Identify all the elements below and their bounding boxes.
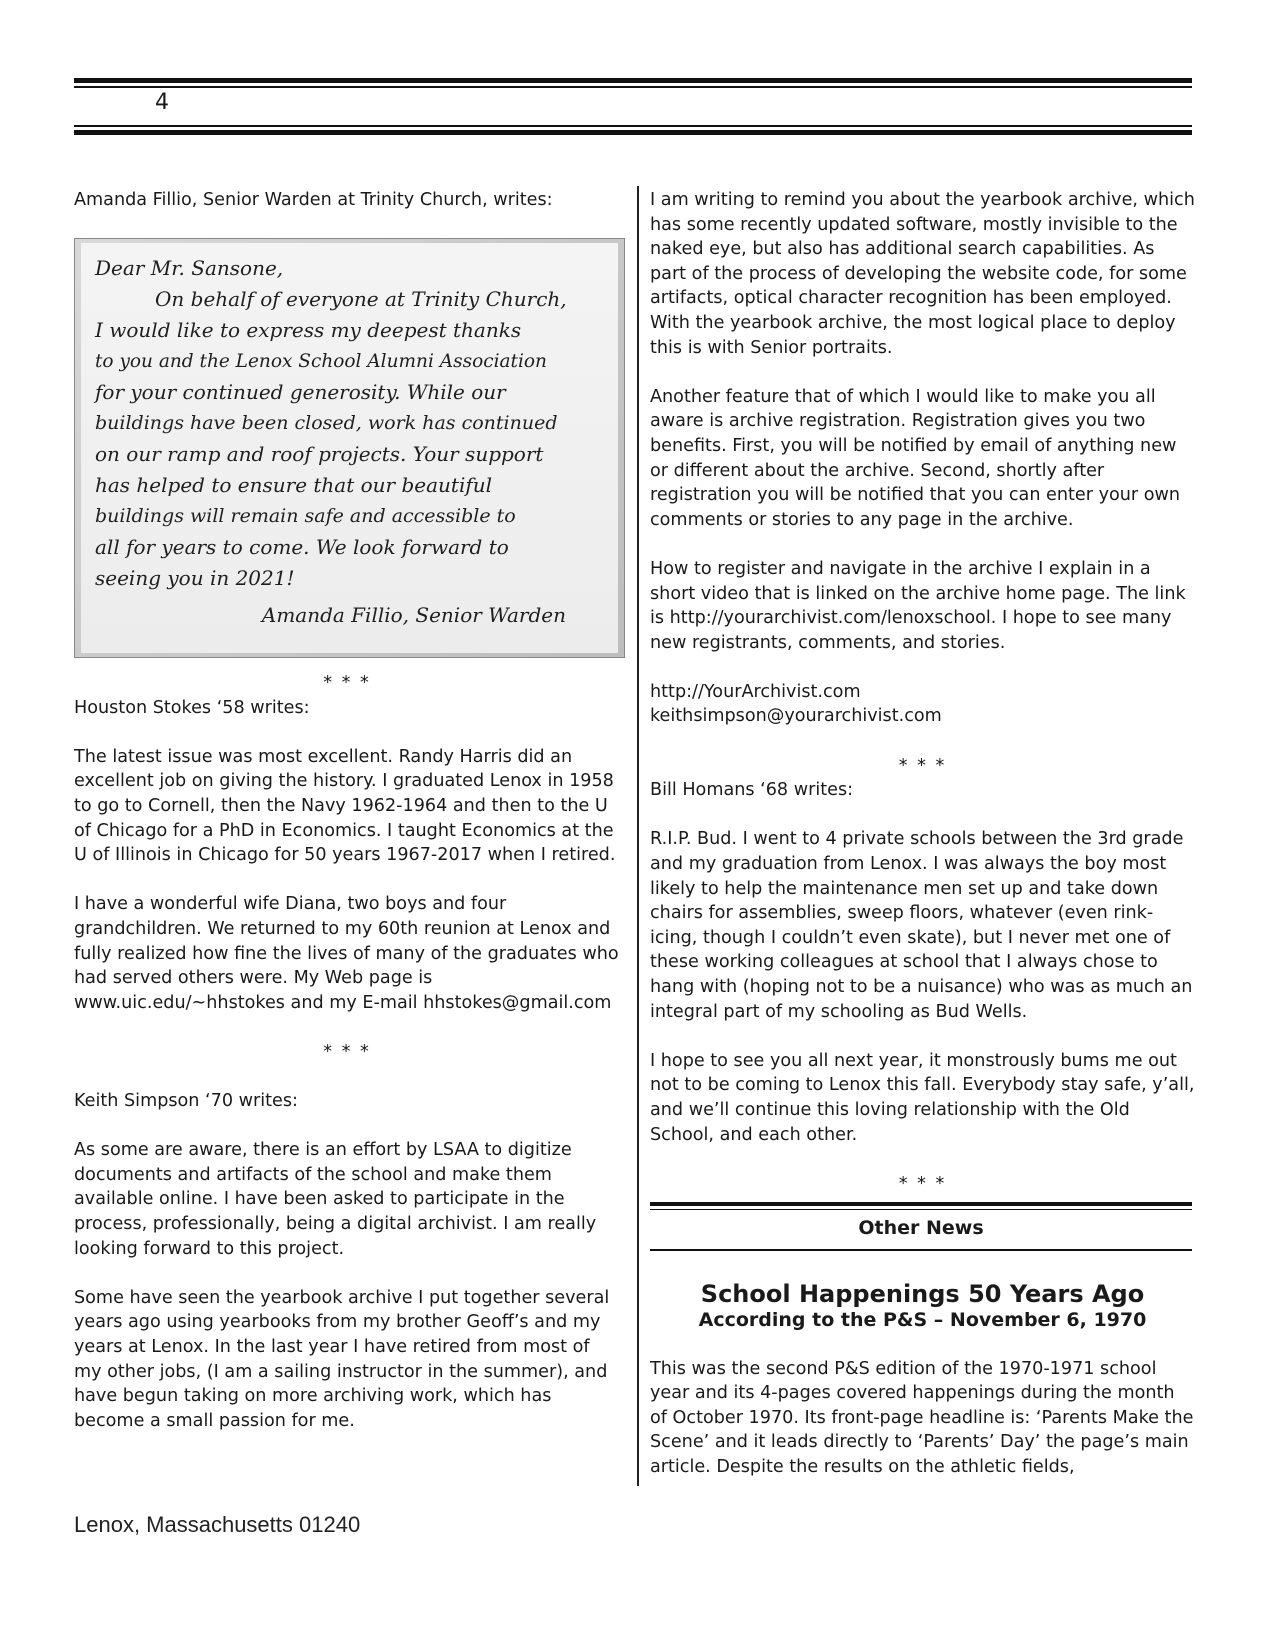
separator-stars: * * * <box>323 1041 371 1062</box>
letter-paper <box>81 243 618 653</box>
happenings-subtitle: According to the P&S – November 6, 1970 <box>698 1309 1147 1331</box>
letter-line: for your continued generosity. While our <box>95 380 506 404</box>
footer-location: Lenox, Massachusetts 01240 <box>74 1512 361 1537</box>
stokes-paragraph-1: The latest issue was most excellent. Randy Harris did an excellent job on giving the history. I graduated Lenox in 1958 to go to Cornell, then the Navy 1962-1964 and then to the U of Chicago for a PhD in Economics. I taught Economics at the U of Illinois in Chicago for 50 years 1967-2017 when I retired. <box>74 746 616 866</box>
news-top-rule <box>650 1202 1192 1206</box>
letter-line: On behalf of everyone at Trinity Church, <box>155 287 567 311</box>
simpson-paragraph-4: Another feature that of which I would like to make you all aware is archive registration. Registration gives you two benefits. First, you will be notified by email of anything new or different about the archive. Second, shortly after registration you will be notified that you can enter your own comments or stories to any page in the archive. <box>650 386 1181 530</box>
homans-paragraph-2: I hope to see you all next year, it monstrously bums me out not to be coming to Lenox this fall. Everybody stay safe, y’all, and we’ll continue this loving relationship with the Old School, and each other. <box>650 1050 1195 1145</box>
happenings-section <box>650 1280 1195 1480</box>
left-column-body <box>74 671 620 1433</box>
happenings-title: School Happenings 50 Years Ago <box>700 1280 1145 1308</box>
letter-line: has helped to ensure that our beautiful <box>95 473 493 497</box>
simpson-email-link[interactable]: keithsimpson@yourarchivist.com <box>650 706 942 727</box>
simpson-paragraph-1: As some are aware, there is an effort by LSAA to digitize documents and artifacts of the school and make them available online. I have been asked to participate in the process, professionally, being a digital archivist. I am really looking forward to this project. <box>74 1140 597 1259</box>
separator-stars: * * * <box>898 755 947 776</box>
letter-line: buildings have been closed, work has continued <box>95 412 558 434</box>
header-bottom-rule <box>74 130 1192 135</box>
letter-line: all for years to come. We look forward to <box>95 535 509 559</box>
other-news-section <box>650 1202 1192 1251</box>
separator-stars: * * * <box>898 1173 947 1194</box>
simpson-heading: Keith Simpson ‘70 writes: <box>74 1091 298 1112</box>
page-number: 4 <box>155 90 169 115</box>
letter-intro: Amanda Fillio, Senior Warden at Trinity Church, writes: <box>74 190 553 210</box>
letter-line: to you and the Lenox School Alumni Association <box>95 351 547 372</box>
handwritten-letter <box>74 238 625 658</box>
stokes-heading: Houston Stokes ‘58 writes: <box>74 697 310 718</box>
news-top-rule-thin <box>650 1209 1192 1210</box>
simpson-paragraph-3: I am writing to remind you about the yearbook archive, which has some recently updated software, mostly invisible to the naked eye, but also has additional search capabilities. As part of the process of developing the website code, for some artifacts, optical character recognition has been employed. With the yearbook archive, the most logical place to deploy this is with Senior portraits. <box>650 190 1195 358</box>
letter-line: on our ramp and roof projects. Your support <box>95 442 544 466</box>
other-news-title: Other News <box>858 1217 984 1239</box>
simpson-paragraph-2: Some have seen the yearbook archive I put together several years ago using yearbooks from my brother Geoff’s and my years at Lenox. In the last year I have retired from most of my other jobs, (I am a sailing instructor in the summer), and have begun taking on more archiving work, which has become a small passion for me. <box>74 1287 610 1431</box>
stokes-paragraph-2: I have a wonderful wife Diana, two boys and four grandchildren. We returned to my 60th reunion at Lenox and fully realized how fine the lives of many of the graduates who had served others were. My Web page is www.uic.edu/~hhstokes and my E-mail hhstokes@gmail.com <box>74 894 619 1013</box>
homans-paragraph-1: R.I.P. Bud. I went to 4 private schools between the 3rd grade and my graduation from Lenox. I was always the boy most likely to help the maintenance men set up and take down chairs for assemblies, sweep floors, whatever (even rink-icing, though I couldn’t even skate), but I never met one of these working colleagues at school that I always chose to hang with (hoping not to be a nuisance) who was as much an integral part of my schooling as Bud Wells. <box>650 829 1193 1022</box>
homans-heading: Bill Homans ‘68 writes: <box>650 780 854 801</box>
header-top-rule-thin <box>74 86 1192 88</box>
header-bottom-rule-thin <box>74 125 1192 127</box>
right-column-body <box>650 188 1195 1196</box>
letter-signature: Amanda Fillio, Senior Warden <box>261 603 566 627</box>
letter-line: buildings will remain safe and accessible to <box>95 505 516 527</box>
left-column-top <box>74 188 634 213</box>
simpson-website-link[interactable]: http://YourArchivist.com <box>650 681 861 702</box>
letter-line: I would like to express my deepest thanks <box>95 318 522 342</box>
news-bottom-rule <box>650 1249 1192 1251</box>
simpson-paragraph-5: How to register and navigate in the archive I explain in a short video that is linked on the archive home page. The link is http://yourarchivist.com/lenoxschool. I hope to see many new registrants, comments, and stories. <box>650 558 1186 653</box>
happenings-paragraph-1: This was the second P&S edition of the 1970-1971 school year and its 4-pages covered happenings during the month of October 1970. Its front-page headline is: ‘Parents Make the Scene’ and it leads directly to ‘Parents’ Day’ the page’s main article. Despite the results on the athletic fields, <box>650 1358 1194 1477</box>
letter-line: Dear Mr. Sansone, <box>95 256 284 280</box>
separator-stars: * * * <box>323 673 371 693</box>
column-divider <box>637 186 639 1486</box>
letter-line: seeing you in 2021! <box>95 566 295 590</box>
header-top-rule <box>74 78 1192 83</box>
